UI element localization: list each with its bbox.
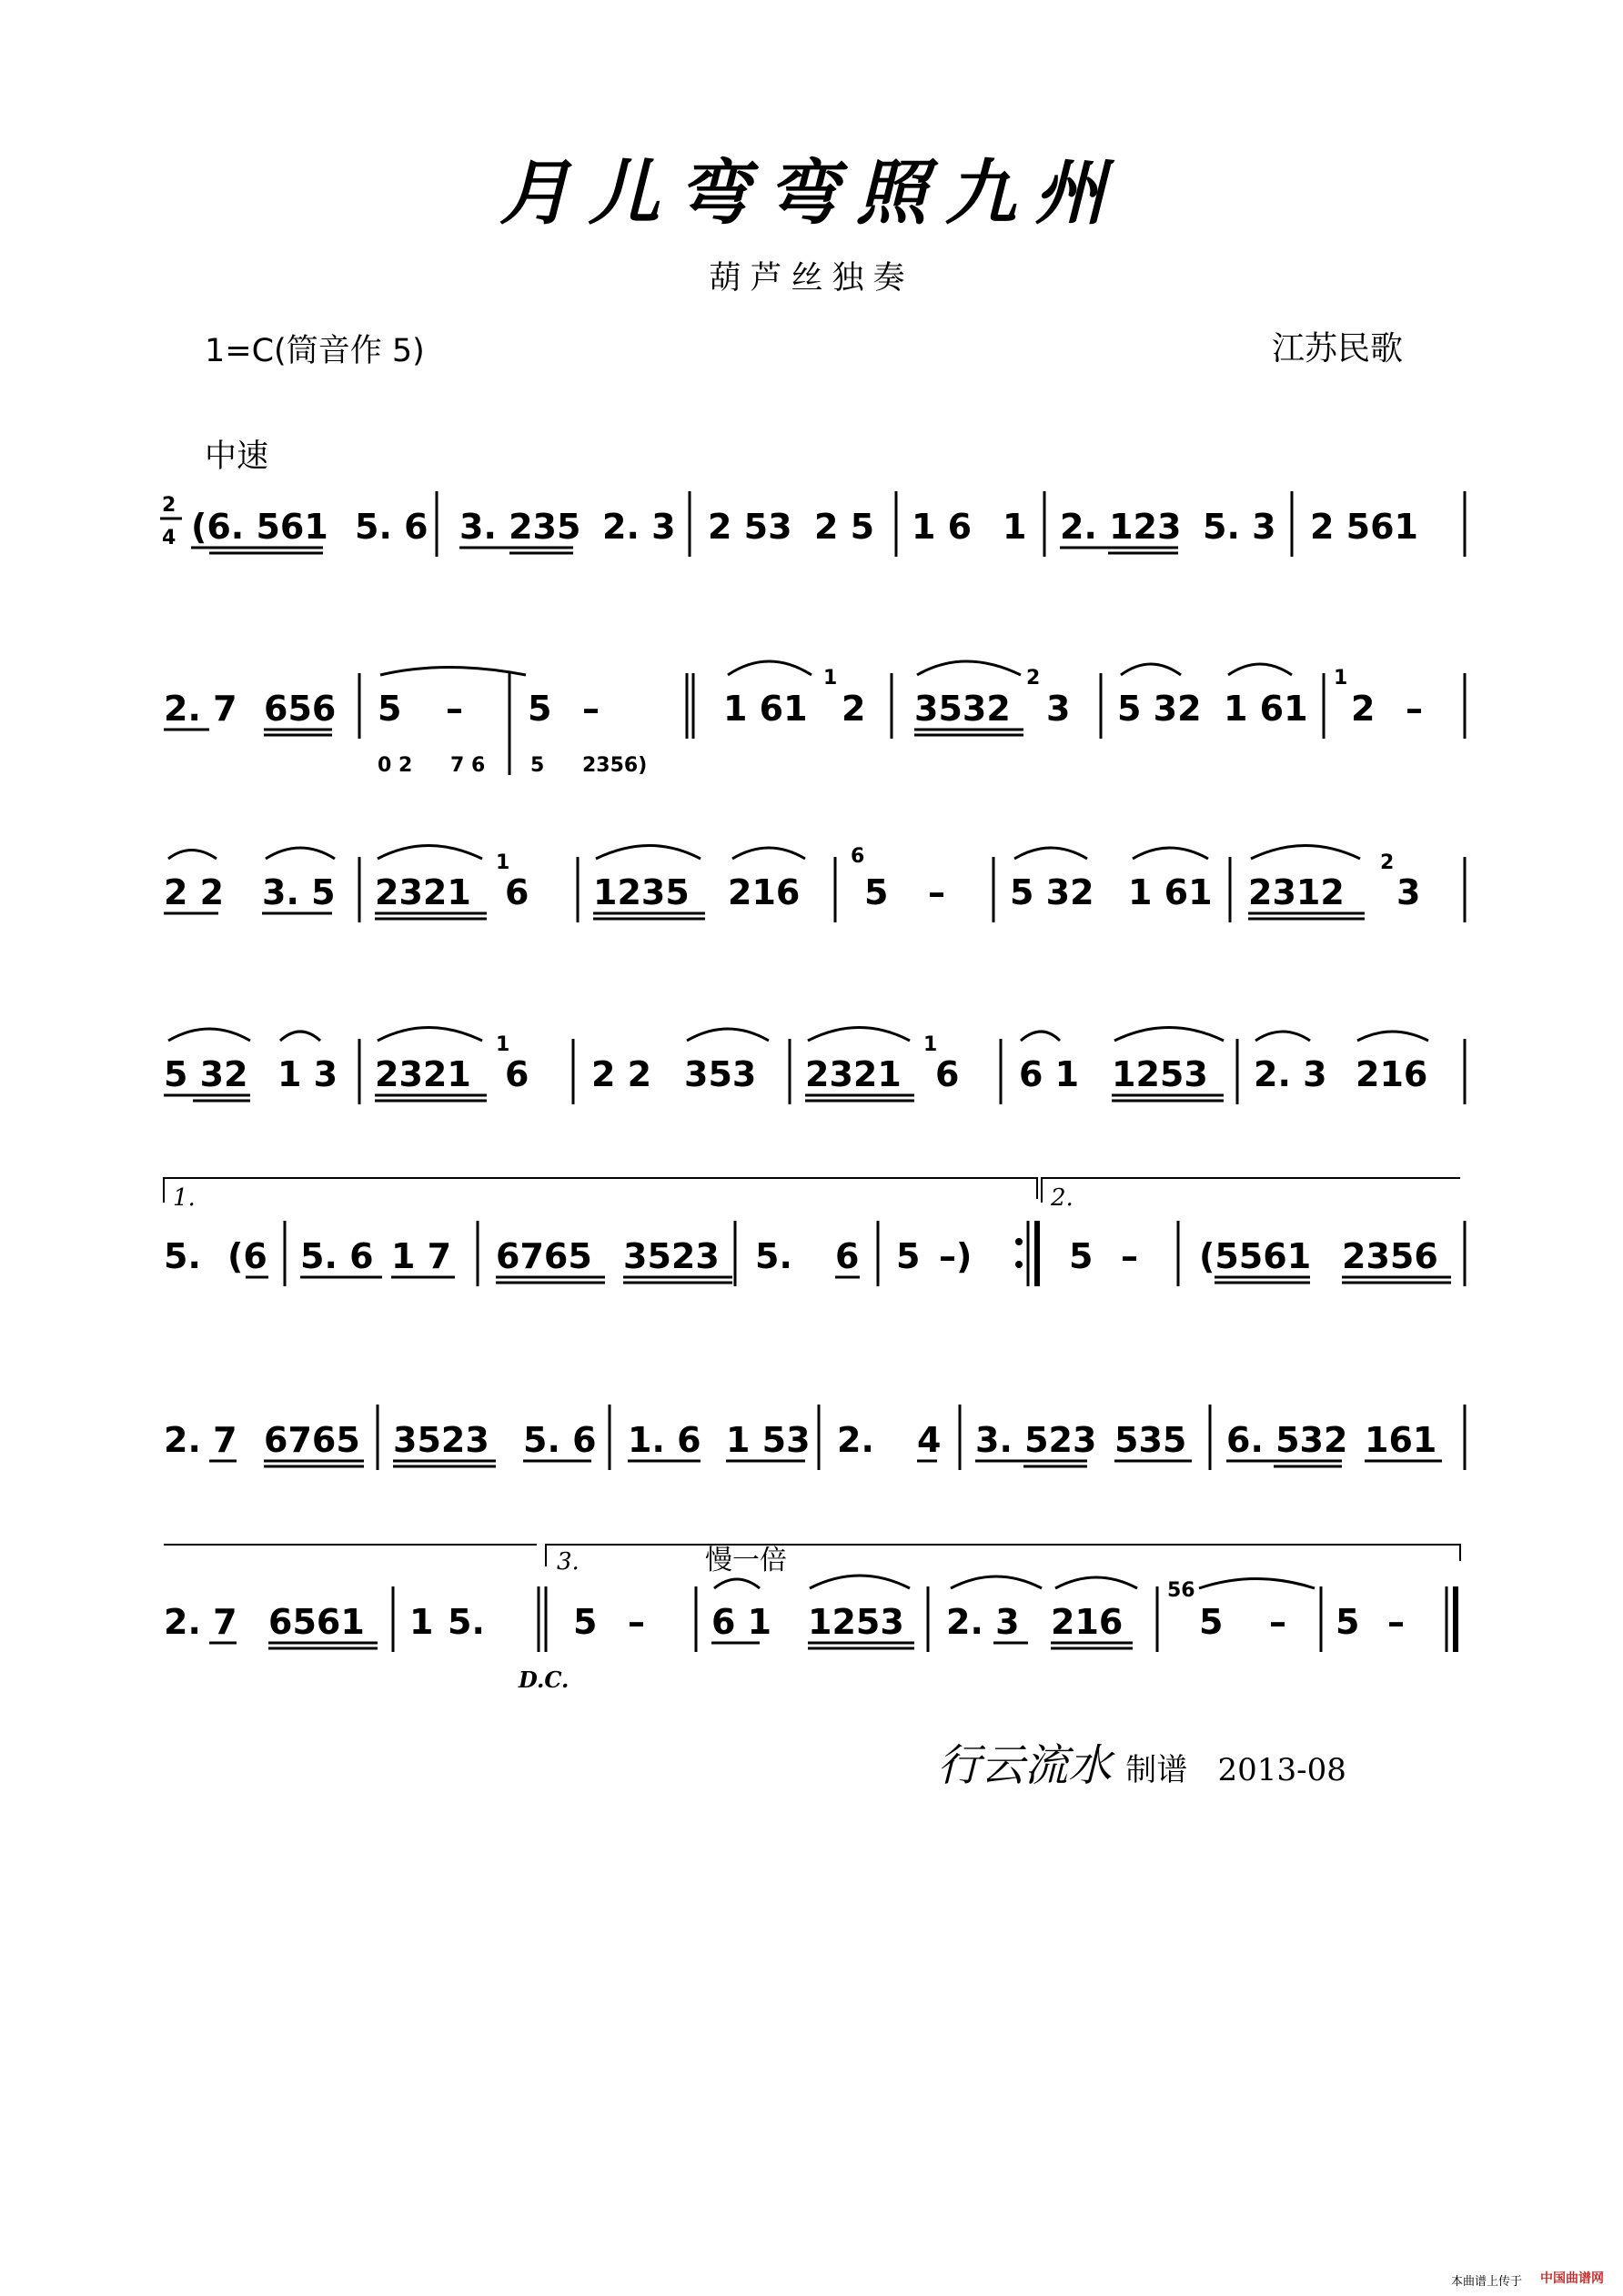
note-group: 5. 3 bbox=[1203, 507, 1276, 547]
note-group: 1 61 bbox=[1128, 872, 1213, 912]
note-group: 2356) bbox=[582, 754, 648, 777]
note-group: 2 561 bbox=[1310, 507, 1418, 547]
volta-3-label: 3. bbox=[557, 1548, 580, 1576]
note-group: 2. 123 bbox=[1060, 507, 1182, 547]
key-signature: 1=C(筒音作 5) bbox=[205, 333, 425, 369]
signature-date: 2013-08 bbox=[1217, 1752, 1346, 1788]
note-group: – bbox=[628, 1602, 645, 1642]
score-line-2 bbox=[164, 661, 1465, 777]
note-group: 5 bbox=[1069, 1236, 1094, 1276]
note-group: 5. bbox=[448, 1602, 485, 1642]
grace-mark: 2 bbox=[1026, 667, 1041, 690]
site-logo[interactable]: 中国曲谱网 bbox=[1540, 2271, 1604, 2286]
note-group: – bbox=[582, 689, 600, 729]
time-signature-upper: 2 bbox=[162, 494, 176, 517]
note-group: (5561 bbox=[1199, 1236, 1312, 1276]
grace-mark: 1 bbox=[496, 1033, 510, 1056]
note-group: 1 6 bbox=[912, 507, 973, 547]
note-group: 656 bbox=[264, 689, 337, 729]
note-group: 6 bbox=[935, 1054, 960, 1094]
score-line-1 bbox=[160, 491, 1465, 557]
grace-mark: 1 bbox=[1334, 667, 1348, 690]
note-group: 2312 bbox=[1248, 872, 1345, 912]
note-group: 6 1 bbox=[711, 1602, 772, 1642]
score-subtitle: 葫芦丝独奏 bbox=[709, 260, 914, 297]
note-group: – bbox=[1406, 689, 1423, 729]
note-group: – bbox=[928, 872, 945, 912]
note-group: 1 7 bbox=[391, 1236, 452, 1276]
note-group: 5. 6 bbox=[523, 1420, 597, 1460]
note-group: 216 bbox=[1051, 1602, 1124, 1642]
note-group: 6765 bbox=[496, 1236, 592, 1276]
note-group: 5. bbox=[164, 1236, 201, 1276]
note-group: 0 2 bbox=[378, 754, 413, 777]
note-group: 2321 bbox=[375, 1054, 471, 1094]
note-group: 5 bbox=[864, 872, 889, 912]
note-group: 2356 bbox=[1342, 1236, 1438, 1276]
note-group: – bbox=[1121, 1236, 1138, 1276]
note-group: 5 bbox=[530, 754, 545, 777]
score-line-4 bbox=[164, 1028, 1465, 1105]
note-group: 2. 3 bbox=[1254, 1054, 1327, 1094]
score-line-6 bbox=[164, 1405, 1465, 1470]
note-group: 2 53 bbox=[708, 507, 792, 547]
grace-mark: 6 bbox=[851, 845, 865, 868]
note-group: 3532 bbox=[914, 689, 1011, 729]
note-group: 1 bbox=[409, 1602, 434, 1642]
note-group: 1 53 bbox=[726, 1420, 811, 1460]
note-group: 6 1 bbox=[1019, 1054, 1080, 1094]
note-group: 2 2 bbox=[591, 1054, 652, 1094]
grace-mark: 56 bbox=[1167, 1579, 1195, 1602]
note-group: 5 bbox=[378, 689, 402, 729]
note-group: 2. 7 bbox=[164, 1420, 237, 1460]
composer-credit: 江苏民歌 bbox=[1272, 330, 1404, 368]
note-group: 1235 bbox=[593, 872, 690, 912]
score-line-3 bbox=[164, 845, 1465, 922]
signature-action: 制谱 bbox=[1125, 1752, 1188, 1788]
note-group: 1 61 bbox=[723, 689, 808, 729]
note-group: 6 bbox=[835, 1236, 860, 1276]
footer-note: 本曲谱上传于 bbox=[1451, 2275, 1523, 2289]
note-group: 7 6 bbox=[450, 754, 486, 777]
note-group: 2 bbox=[1351, 689, 1376, 729]
grace-mark: 1 bbox=[496, 851, 510, 874]
note-group: 5. bbox=[755, 1236, 792, 1276]
score-title: 月儿弯弯照九州 bbox=[499, 152, 1124, 235]
note-group: – bbox=[446, 689, 463, 729]
note-group: 6 bbox=[505, 1054, 529, 1094]
score-line-7 bbox=[164, 1545, 1460, 1693]
note-group: 5 32 bbox=[164, 1054, 248, 1094]
note-group: 6765 bbox=[264, 1420, 360, 1460]
grace-mark: 1 bbox=[923, 1033, 938, 1056]
note-group: 1253 bbox=[808, 1602, 904, 1642]
note-group: 2. 3 bbox=[946, 1602, 1020, 1642]
note-group: 3 bbox=[1396, 872, 1421, 912]
note-group: – bbox=[1387, 1602, 1405, 1642]
note-group: (6 bbox=[227, 1236, 267, 1276]
note-group: 3. 235 bbox=[459, 507, 581, 547]
note-group: 5 32 bbox=[1117, 689, 1202, 729]
note-group: –) bbox=[939, 1236, 973, 1276]
note-group: 5 bbox=[1199, 1602, 1224, 1642]
note-group: (6. 561 bbox=[191, 507, 328, 547]
note-group: 1 61 bbox=[1224, 689, 1308, 729]
time-signature-lower: 4 bbox=[162, 527, 176, 549]
note-group: 3523 bbox=[623, 1236, 720, 1276]
score-line-5 bbox=[164, 1178, 1465, 1286]
note-group: 2. 3 bbox=[602, 507, 676, 547]
note-group: 6 bbox=[505, 872, 529, 912]
note-group: 2 5 bbox=[814, 507, 875, 547]
volta-2-label: 2. bbox=[1051, 1184, 1074, 1212]
slow-marking: 慢一倍 bbox=[705, 1545, 787, 1576]
note-group: – bbox=[1269, 1602, 1286, 1642]
note-group: 1. 6 bbox=[628, 1420, 701, 1460]
note-group: 2321 bbox=[805, 1054, 902, 1094]
note-group: 3 bbox=[1046, 689, 1071, 729]
tempo-marking: 中速 bbox=[205, 438, 269, 475]
note-group: 161 bbox=[1365, 1420, 1437, 1460]
note-group: 1 bbox=[1003, 507, 1027, 547]
signature-credit bbox=[937, 1730, 1346, 1793]
note-group: 4 bbox=[917, 1420, 942, 1460]
note-group: 5 32 bbox=[1010, 872, 1094, 912]
note-group: 5 bbox=[896, 1236, 921, 1276]
note-group: 5 bbox=[1336, 1602, 1360, 1642]
note-group: 2. bbox=[837, 1420, 874, 1460]
note-group: 2. 7 bbox=[164, 1602, 237, 1642]
note-group: 3. 523 bbox=[975, 1420, 1097, 1460]
note-group: 216 bbox=[728, 872, 801, 912]
grace-mark: 2 bbox=[1380, 851, 1395, 874]
signature-author: 行云流水 bbox=[937, 1740, 1113, 1791]
note-group: 535 bbox=[1114, 1420, 1187, 1460]
note-group: 353 bbox=[684, 1054, 757, 1094]
note-group: 1 3 bbox=[277, 1054, 338, 1094]
note-group: 2. 7 bbox=[164, 689, 237, 729]
note-group: 2321 bbox=[375, 872, 471, 912]
grace-mark: 1 bbox=[823, 667, 838, 690]
note-group: 216 bbox=[1356, 1054, 1428, 1094]
note-group: 3. 5 bbox=[262, 872, 336, 912]
da-capo-marking: D.C. bbox=[519, 1667, 570, 1693]
note-group: 5 bbox=[573, 1602, 598, 1642]
note-group: 2 2 bbox=[164, 872, 225, 912]
note-group: 5 bbox=[528, 689, 552, 729]
note-group: 6. 532 bbox=[1226, 1420, 1348, 1460]
note-group: 1253 bbox=[1112, 1054, 1208, 1094]
note-group: 3523 bbox=[393, 1420, 489, 1460]
note-group: 2 bbox=[842, 689, 866, 729]
note-group: 5. 6 bbox=[355, 507, 428, 547]
note-group: 5. 6 bbox=[300, 1236, 374, 1276]
volta-1-label: 1. bbox=[173, 1184, 196, 1212]
note-group: 6561 bbox=[268, 1602, 365, 1642]
